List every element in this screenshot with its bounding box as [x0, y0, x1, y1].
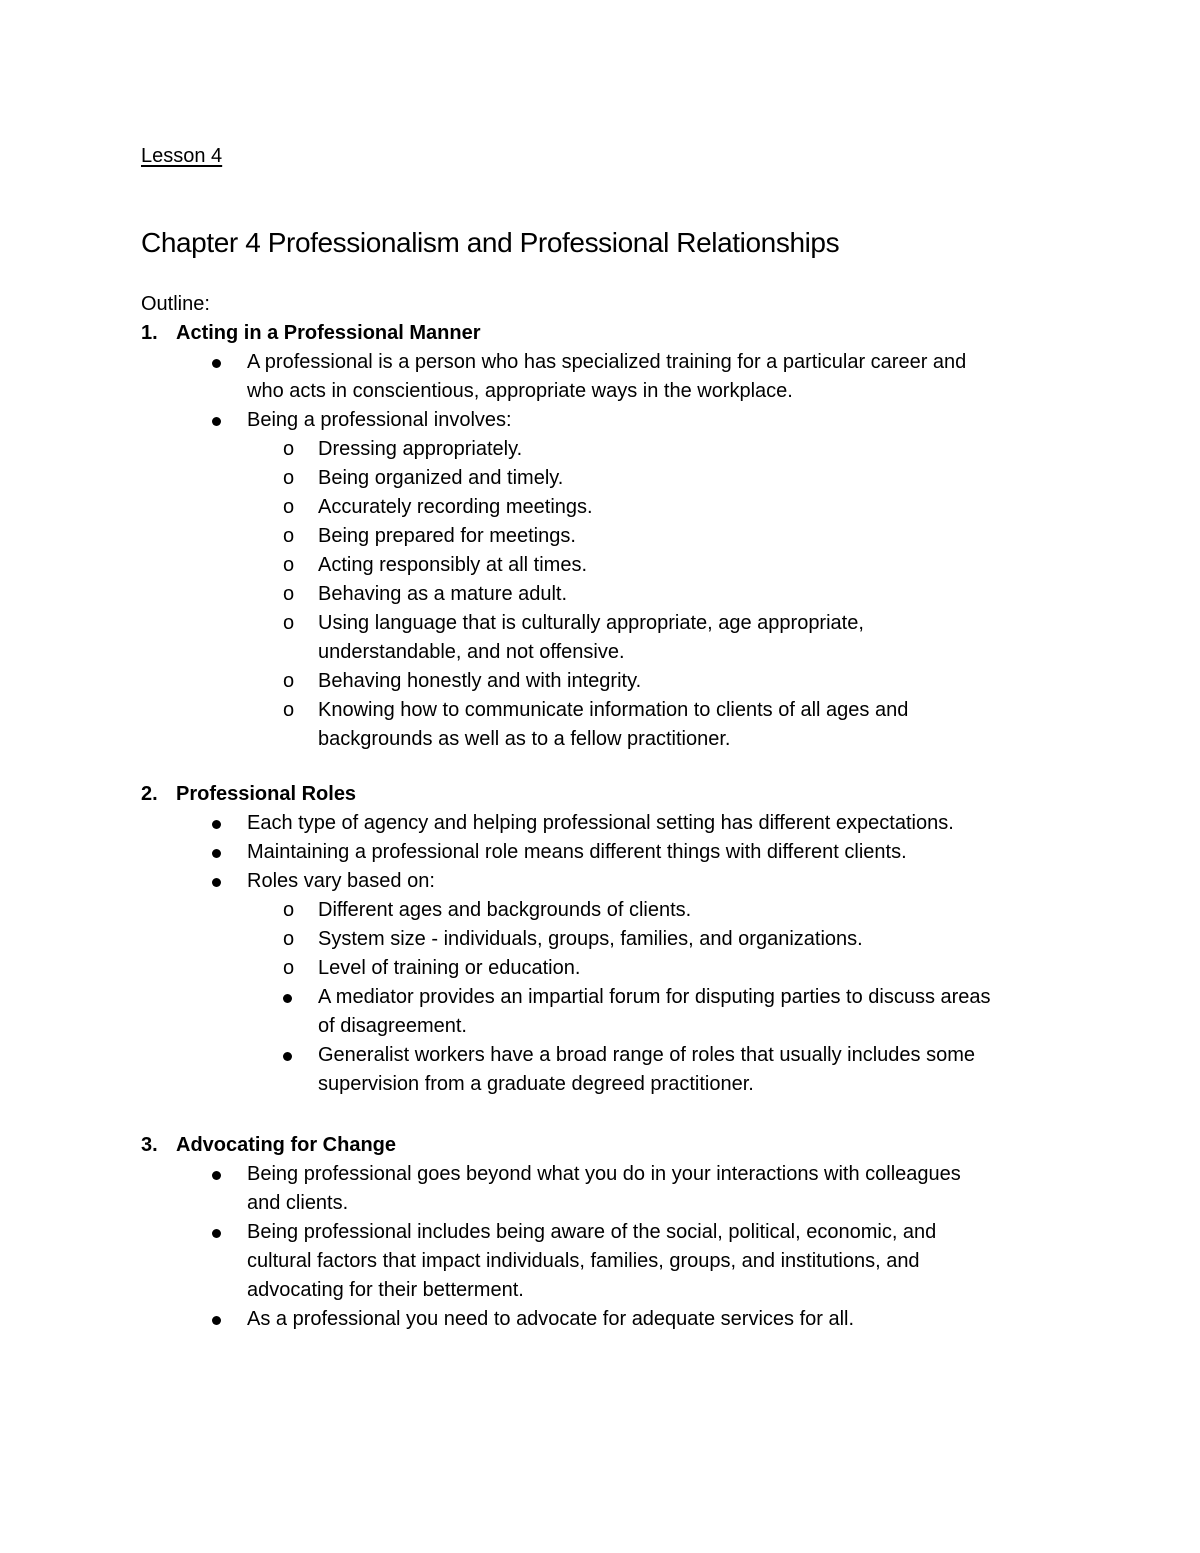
- bullet-text: Maintaining a professional role means different things with different clients.: [247, 841, 907, 863]
- bullet-marker: [212, 1171, 221, 1180]
- circle-bullet-marker: o: [283, 554, 295, 576]
- sub-item-text: Acting responsibly at all times.: [318, 554, 588, 576]
- sub-item-text: supervision from a graduate degreed practitioner.: [318, 1073, 754, 1095]
- circle-bullet-marker: o: [283, 957, 295, 979]
- section-number: 3.: [141, 1134, 158, 1156]
- bullet-marker: [212, 417, 221, 426]
- bullet-marker: [212, 878, 221, 887]
- sub-item-text: Behaving as a mature adult.: [318, 583, 568, 605]
- circle-bullet-marker: o: [283, 612, 295, 634]
- bullet-text: who acts in conscientious, appropriate ways in the workplace.: [247, 380, 793, 402]
- circle-bullet-marker: o: [283, 670, 295, 692]
- bullet-text: advocating for their betterment.: [247, 1279, 524, 1301]
- bullet-marker: [212, 1316, 221, 1325]
- section-heading: Acting in a Professional Manner: [176, 322, 481, 344]
- bullet-text: Being a professional involves:: [247, 409, 512, 431]
- bullet-text: Being professional includes being aware of the social, political, economic, and: [247, 1221, 937, 1243]
- outline-label: Outline:: [141, 293, 210, 315]
- sub-item-text: Using language that is culturally appropriate, age appropriate,: [318, 612, 864, 634]
- section-number: 1.: [141, 322, 158, 344]
- bullet-marker: [212, 820, 221, 829]
- lesson-label: Lesson 4: [141, 145, 223, 167]
- bullet-text: and clients.: [247, 1192, 349, 1214]
- sub-item-text: A mediator provides an impartial forum for disputing parties to discuss areas: [318, 986, 991, 1008]
- sub-item-text: Dressing appropriately.: [318, 438, 523, 460]
- circle-bullet-marker: o: [283, 699, 295, 721]
- bullet-marker: [212, 1229, 221, 1238]
- sub-item-text: System size - individuals, groups, families, and organizations.: [318, 928, 863, 950]
- bullet-text: cultural factors that impact individuals, families, groups, and institutions, and: [247, 1250, 920, 1272]
- sub-item-text: Generalist workers have a broad range of roles that usually includes some: [318, 1044, 976, 1066]
- bullet-text: Each type of agency and helping professional setting has different expectations.: [247, 812, 954, 834]
- sub-bullet-marker: [283, 1052, 292, 1061]
- circle-bullet-marker: o: [283, 467, 295, 489]
- bullet-text: As a professional you need to advocate for adequate services for all.: [247, 1308, 855, 1330]
- circle-bullet-marker: o: [283, 928, 295, 950]
- circle-bullet-marker: o: [283, 525, 295, 547]
- sub-bullet-marker: [283, 994, 292, 1003]
- sub-item-text: Being prepared for meetings.: [318, 525, 576, 547]
- sub-item-text: Different ages and backgrounds of clients.: [318, 899, 692, 921]
- bullet-text: Being professional goes beyond what you do in your interactions with colleagues: [247, 1163, 961, 1185]
- bullet-marker: [212, 849, 221, 858]
- sub-item-text: backgrounds as well as to a fellow practitioner.: [318, 728, 731, 750]
- bullet-marker: [212, 359, 221, 368]
- sub-item-text: Accurately recording meetings.: [318, 496, 593, 518]
- sub-item-text: understandable, and not offensive.: [318, 641, 625, 663]
- sub-item-text: of disagreement.: [318, 1015, 467, 1037]
- chapter-title: Chapter 4 Professionalism and Professional Relationships: [141, 227, 840, 258]
- sub-item-text: Behaving honestly and with integrity.: [318, 670, 642, 692]
- circle-bullet-marker: o: [283, 438, 295, 460]
- sub-item-text: Being organized and timely.: [318, 467, 564, 489]
- bullet-text: Roles vary based on:: [247, 870, 435, 892]
- circle-bullet-marker: o: [283, 899, 295, 921]
- sub-item-text: Level of training or education.: [318, 957, 581, 979]
- section-heading: Advocating for Change: [176, 1134, 397, 1156]
- circle-bullet-marker: o: [283, 496, 295, 518]
- circle-bullet-marker: o: [283, 583, 295, 605]
- sub-item-text: Knowing how to communicate information to clients of all ages and: [318, 699, 909, 721]
- section-number: 2.: [141, 783, 158, 805]
- bullet-text: A professional is a person who has specialized training for a particular career and: [247, 351, 967, 373]
- section-heading: Professional Roles: [176, 783, 357, 805]
